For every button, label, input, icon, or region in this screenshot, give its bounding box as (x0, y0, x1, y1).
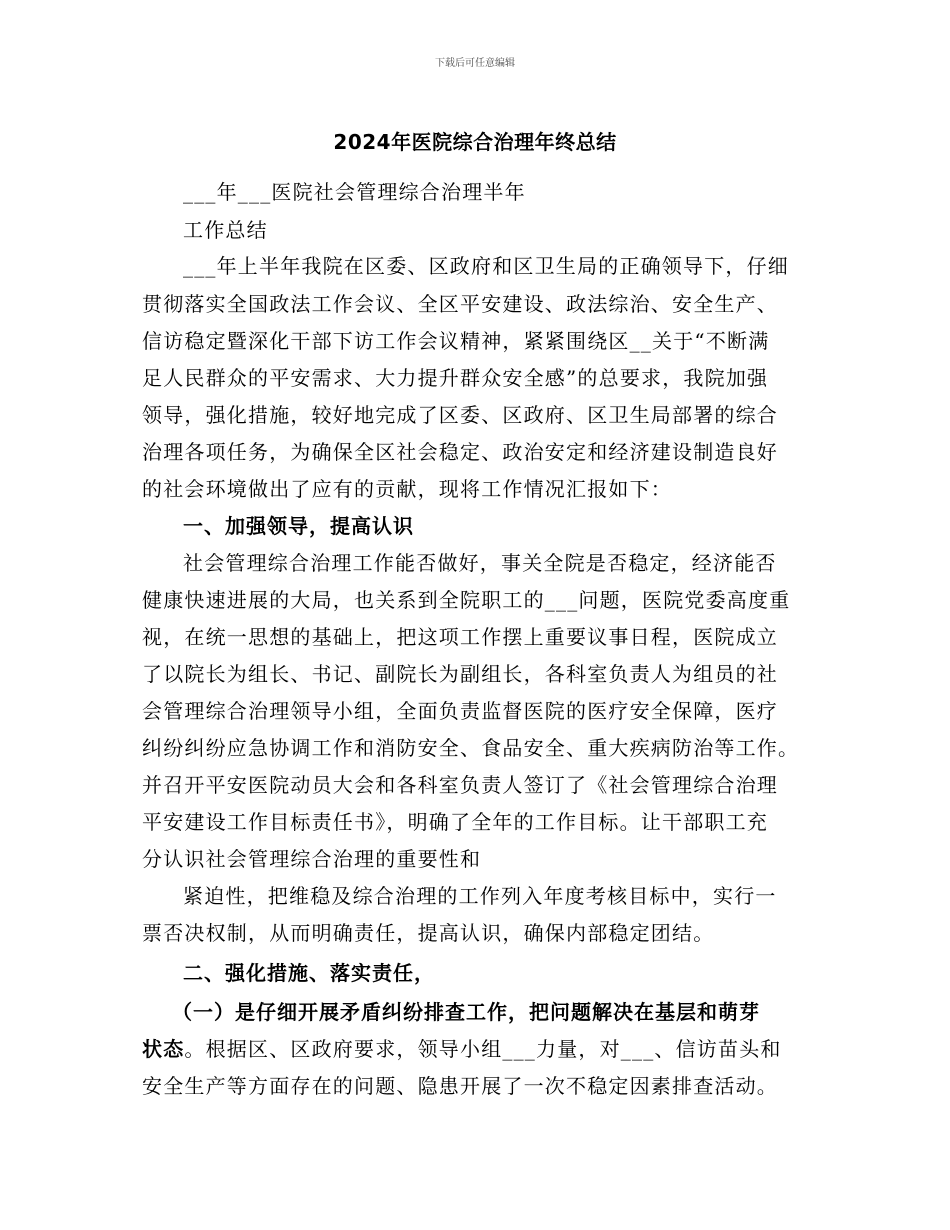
section-heading-1: 一、加强领导，提高认识 (183, 514, 414, 538)
paragraph-line: 并召开平安医院动员大会和各科室负责人签订了《社会管理综合治理 (142, 773, 778, 797)
paragraph-line: 分认识社会管理综合治理的重要性和 (142, 847, 482, 871)
paragraph-line: 紧迫性，把维稳及综合治理的工作列入年度考核目标中，实行一 (183, 884, 777, 908)
paragraph-line: 票否决权制，从而明确责任，提高认识，确保内部稳定团结。 (142, 921, 715, 945)
paragraph-line-mixed (142, 1033, 782, 1062)
section-heading-2: 二、强化措施、落实责任， (183, 961, 435, 985)
paragraph-line: 视，在统一思想的基础上，把这项工作摆上重要议事日程，医院成立 (142, 625, 778, 649)
subsection-heading: （一）是仔细开展矛盾纠纷排查工作，把问题解决在基层和萌芽 (172, 1000, 760, 1024)
paragraph-line: 领导，强化措施，较好地完成了区委、区政府、区卫生局部署的综合 (142, 403, 778, 427)
paragraph-line: 足人民群众的平安需求、大力提升群众安全感”的总要求，我院加强 (142, 366, 769, 390)
paragraph-line: 会管理综合治理领导小组，全面负责监督医院的医疗安全保障，医疗 (142, 699, 778, 723)
paragraph-line: 安全生产等方面存在的问题、隐患开展了一次不稳定因素排查活动。 (142, 1074, 778, 1098)
paragraph-line: 了以院长为组长、书记、副院长为副组长，各科室负责人为组员的社 (142, 662, 778, 686)
header-note: 下载后可任意编辑 (435, 58, 515, 69)
document-title: 2024年医院综合治理年终总结 (333, 130, 617, 154)
subtitle-line-2: 工作总结 (183, 218, 268, 242)
paragraph-text: 。根据区、区政府要求，领导小组___力量，对___、信访苗头和 (184, 1037, 782, 1061)
paragraph-line: 平安建设工作目标责任书》，明确了全年的工作目标。让干部职工充 (142, 810, 768, 834)
paragraph-line: 贯彻落实全国政法工作会议、全区平安建设、政法综治、安全生产、 (142, 292, 778, 316)
paragraph-line: 信访稳定暨深化干部下访工作会议精神，紧紧围绕区__关于“不断满 (142, 329, 770, 353)
paragraph-line: 纠纷纠纷应急协调工作和消防安全、食品安全、重大疾病防治等工作。 (142, 736, 800, 760)
paragraph-line: 治理各项任务，为确保全区社会稳定、政治安定和经济建设制造良好 (142, 440, 778, 464)
subtitle-line-1: ___年___医院社会管理综合治理半年 (183, 180, 526, 204)
subsection-heading-tail: 状态 (142, 1037, 185, 1061)
paragraph-line: 的社会环境做出了应有的贡献，现将工作情况汇报如下： (142, 477, 672, 501)
paragraph-line: 健康快速进展的大局，也关系到全院职工的___问题，医院党委高度重 (142, 588, 791, 612)
paragraph-line: 社会管理综合治理工作能否做好，事关全院是否稳定，经济能否 (183, 551, 777, 575)
paragraph-line: ___年上半年我院在区委、区政府和区卫生局的正确领导下，仔细 (183, 254, 789, 278)
